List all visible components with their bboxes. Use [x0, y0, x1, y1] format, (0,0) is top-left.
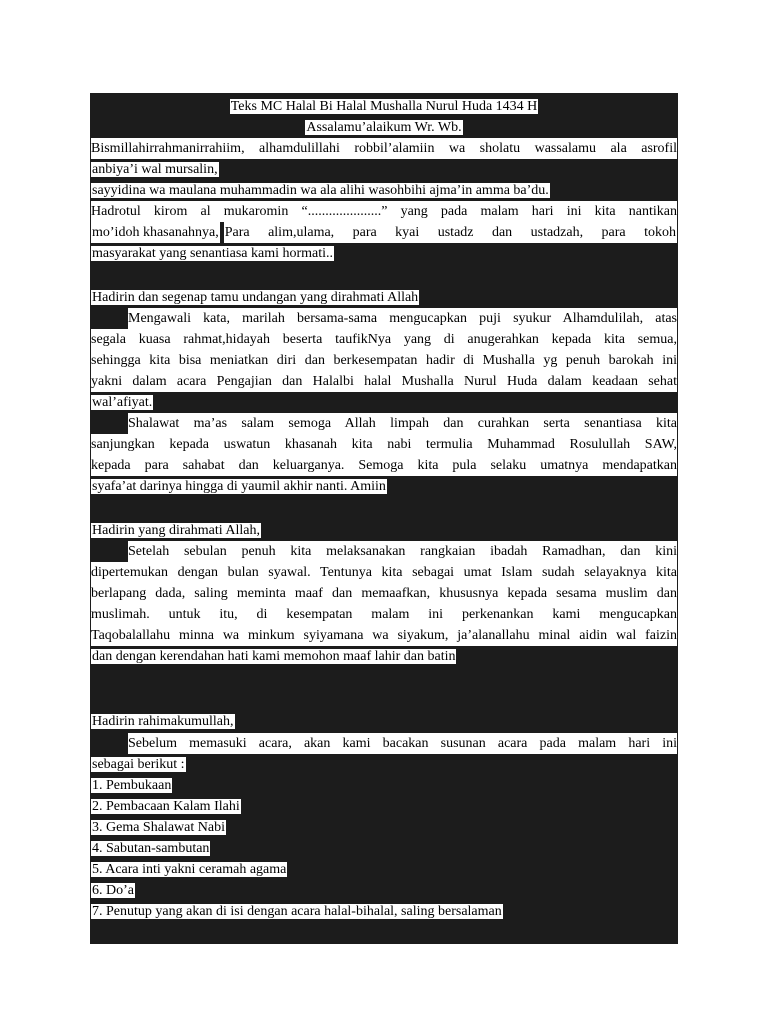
- section1-p2-line: syafa’at darinya hingga di yaumil akhir nanti. Amiin: [92, 479, 386, 494]
- section1-p1-line: yakni dalam acara Pengajian dan Halalbi halal Mushalla Nurul Huda dalam keadaan sehat: [91, 371, 677, 392]
- section2-p1-line: Setelah sebulan penuh kita melaksanakan rangkaian ibadah Ramadhan, dan kini: [91, 541, 677, 562]
- section1-p1-line: sehingga kita bisa meniatkan diri dan berkesempatan hadir di Mushalla yg penuh barokah ini: [91, 350, 677, 371]
- agenda-item: 2. Pembacaan Kalam Ilahi: [92, 799, 240, 814]
- section2-p1-line: dipertemukan dengan bulan syawal. Tentunya kita sebagai umat Islam sudah selayaknya kita: [91, 562, 677, 583]
- section1-p2-line: Shalawat ma’as salam semoga Allah limpah dan curahkan serta senantiasa kita: [91, 413, 677, 434]
- opening-line-5: mo’idoh khasanahnya, Para alim,ulama, para kyai ustadz dan ustadzah, para tokoh: [91, 222, 677, 243]
- section2-p1-line: berlapang dada, saling meminta maaf dan memaafkan, khususnya kepada sesama muslim dan: [91, 583, 677, 604]
- opening-line-2: anbiya’i wal mursalin,: [92, 162, 218, 177]
- section2-p1-line: muslimah. untuk itu, di kesempatan malam ini perkenankan kami mengucapkan: [91, 604, 677, 625]
- opening-line-3: sayyidina wa maulana muhammadin wa ala alihi wasohbihi ajma’in amma ba’du.: [92, 183, 549, 198]
- section1-p1-line: wal’afiyat.: [92, 395, 153, 410]
- agenda-item: 4. Sabutan-sambutan: [92, 841, 210, 856]
- section2-p1-line: dan dengan kerendahan hati kami memohon maaf lahir dan batin: [92, 649, 456, 664]
- agenda-item: 7. Penutup yang akan di isi dengan acara halal-bihalal, saling bersalaman: [92, 904, 502, 919]
- section1-p1-line: segala kuasa rahmat,hidayah beserta taufikNya yang di anugerahkan kepada kita semua,: [91, 329, 677, 350]
- section1-heading: Hadirin dan segenap tamu undangan yang dirahmati Allah: [92, 290, 419, 305]
- greeting: Assalamu’alaikum Wr. Wb.: [306, 120, 462, 135]
- agenda-item: 3. Gema Shalawat Nabi: [92, 820, 225, 835]
- agenda-item: 6. Do’a: [92, 883, 134, 898]
- document-title: Teks MC Halal Bi Halal Mushalla Nurul Huda 1434 H: [230, 99, 538, 114]
- section2-p1-line: Taqobalallahu minna wa minkum syiyamana wa siyakum, ja’alanallahu minal aidin wal faizin: [91, 625, 677, 646]
- section2-heading: Hadirin yang dirahmati Allah,: [92, 523, 260, 538]
- opening-line-4: Hadrotul kirom al mukaromin “.....................” yang pada malam hari ini kita nantikan: [91, 201, 677, 222]
- section1-p1-line: Mengawali kata, marilah bersama-sama mengucapkan puji syukur Alhamdulilah, atas: [91, 308, 677, 329]
- section3-p1-line: sebagai berikut :: [92, 757, 185, 772]
- agenda-item: 5. Acara inti yakni ceramah agama: [92, 862, 287, 877]
- opening-line-6: masyarakat yang senantiasa kami hormati..: [92, 246, 334, 261]
- opening-line-1: Bismillahirrahmanirrahiim, alhamdulillahi robbil’alamiin wa sholatu wassalamu ala asrofil: [91, 138, 677, 159]
- section3-p1-line: Sebelum memasuki acara, akan kami bacakan susunan acara pada malam hari ini: [91, 733, 677, 754]
- section3-heading: Hadirin rahimakumullah,: [92, 714, 234, 729]
- agenda-item: 1. Pembukaan: [92, 778, 172, 793]
- section1-p2-line: kepada para sahabat dan keluarganya. Semoga kita pula selaku umatnya mendapatkan: [91, 455, 677, 476]
- section1-p2-line: sanjungkan kepada uswatun khasanah kita nabi termulia Muhammad Rosulullah SAW,: [91, 434, 677, 455]
